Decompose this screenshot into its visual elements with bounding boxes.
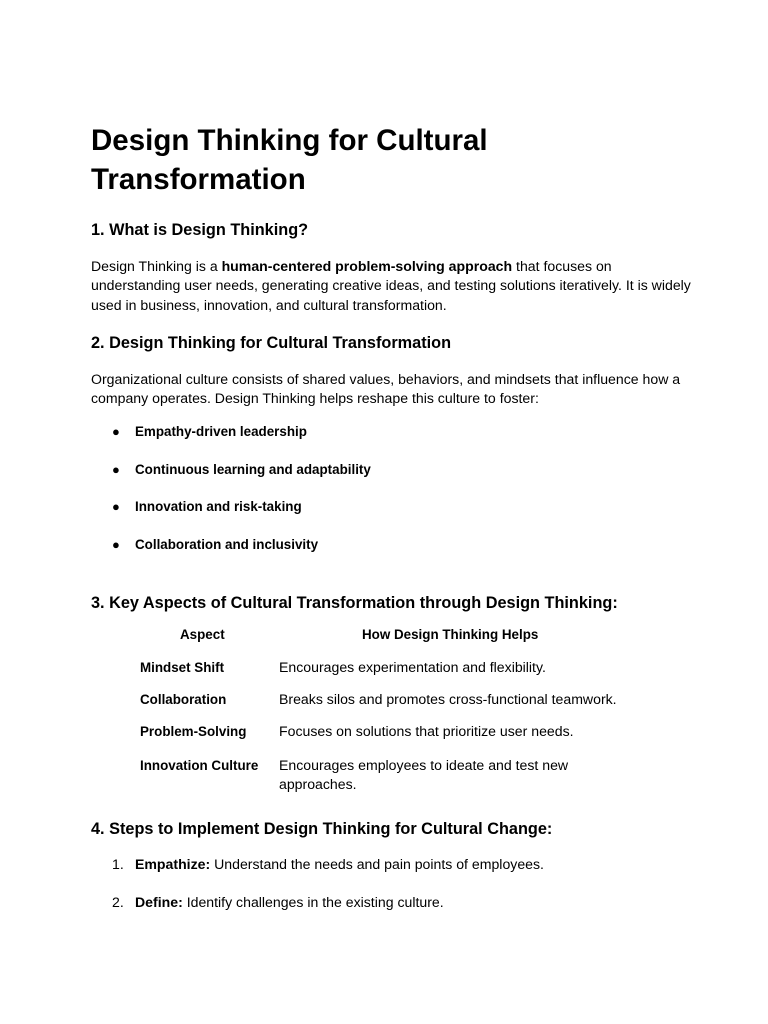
bullet-dot: ● — [112, 424, 120, 439]
section-1-text-start: Design Thinking is a — [91, 258, 222, 274]
step-label: Define: — [135, 894, 183, 910]
document-title: Design Thinking for Cultural Transformation — [91, 124, 488, 196]
table-header-how-helps: How Design Thinking Helps — [362, 627, 539, 642]
list-item-text: Innovation and risk-taking — [135, 499, 302, 514]
bullet-dot: ● — [112, 499, 120, 514]
step-description: Understand the needs and pain points of employees. — [210, 856, 544, 872]
section-1-text-end: that focuses on understanding user needs, generating creative ideas, and testing solutions iteratively. It is widely used in business, innovation, and cultural transformation. — [91, 258, 691, 313]
step-label: Empathize: — [135, 856, 211, 872]
table-cell-help: Encourages employees to ideate and test new approaches. — [279, 757, 569, 793]
section-2-paragraph: Organizational culture consists of shared values, behaviors, and mindsets that influence how a company operates. Design Thinking helps reshape this culture to foster: — [91, 371, 681, 407]
list-item-text: Continuous learning and adaptability — [135, 462, 371, 477]
table-cell-help: Focuses on solutions that prioritize user needs. — [279, 723, 574, 739]
table-cell-aspect: Innovation Culture — [140, 758, 259, 773]
table-cell-aspect: Mindset Shift — [140, 660, 225, 675]
step-text — [135, 893, 444, 912]
section-1-paragraph — [91, 257, 691, 315]
step-text — [135, 855, 544, 874]
section-1-bold-phrase: human-centered problem-solving approach — [221, 258, 513, 274]
bullet-dot: ● — [112, 462, 120, 477]
table-cell-help: Encourages experimentation and flexibility. — [279, 659, 546, 675]
section-1-heading: 1. What is Design Thinking? — [91, 221, 309, 239]
table-cell-aspect: Collaboration — [140, 692, 227, 707]
step-description: Identify challenges in the existing culture. — [182, 894, 444, 910]
section-2-heading: 2. Design Thinking for Cultural Transformation — [91, 334, 452, 352]
step-number: 2. — [112, 894, 124, 910]
table-cell-aspect: Problem-Solving — [140, 724, 247, 739]
list-item-text: Empathy-driven leadership — [135, 424, 307, 439]
section-3-heading: 3. Key Aspects of Cultural Transformation through Design Thinking: — [91, 594, 618, 612]
section-4-heading: 4. Steps to Implement Design Thinking for Cultural Change: — [91, 820, 553, 838]
list-item-text: Collaboration and inclusivity — [135, 537, 319, 552]
step-number: 1. — [112, 856, 124, 872]
table-cell-help: Breaks silos and promotes cross-functional teamwork. — [279, 691, 617, 707]
table-header-aspect: Aspect — [180, 627, 225, 642]
bullet-dot: ● — [112, 537, 120, 552]
